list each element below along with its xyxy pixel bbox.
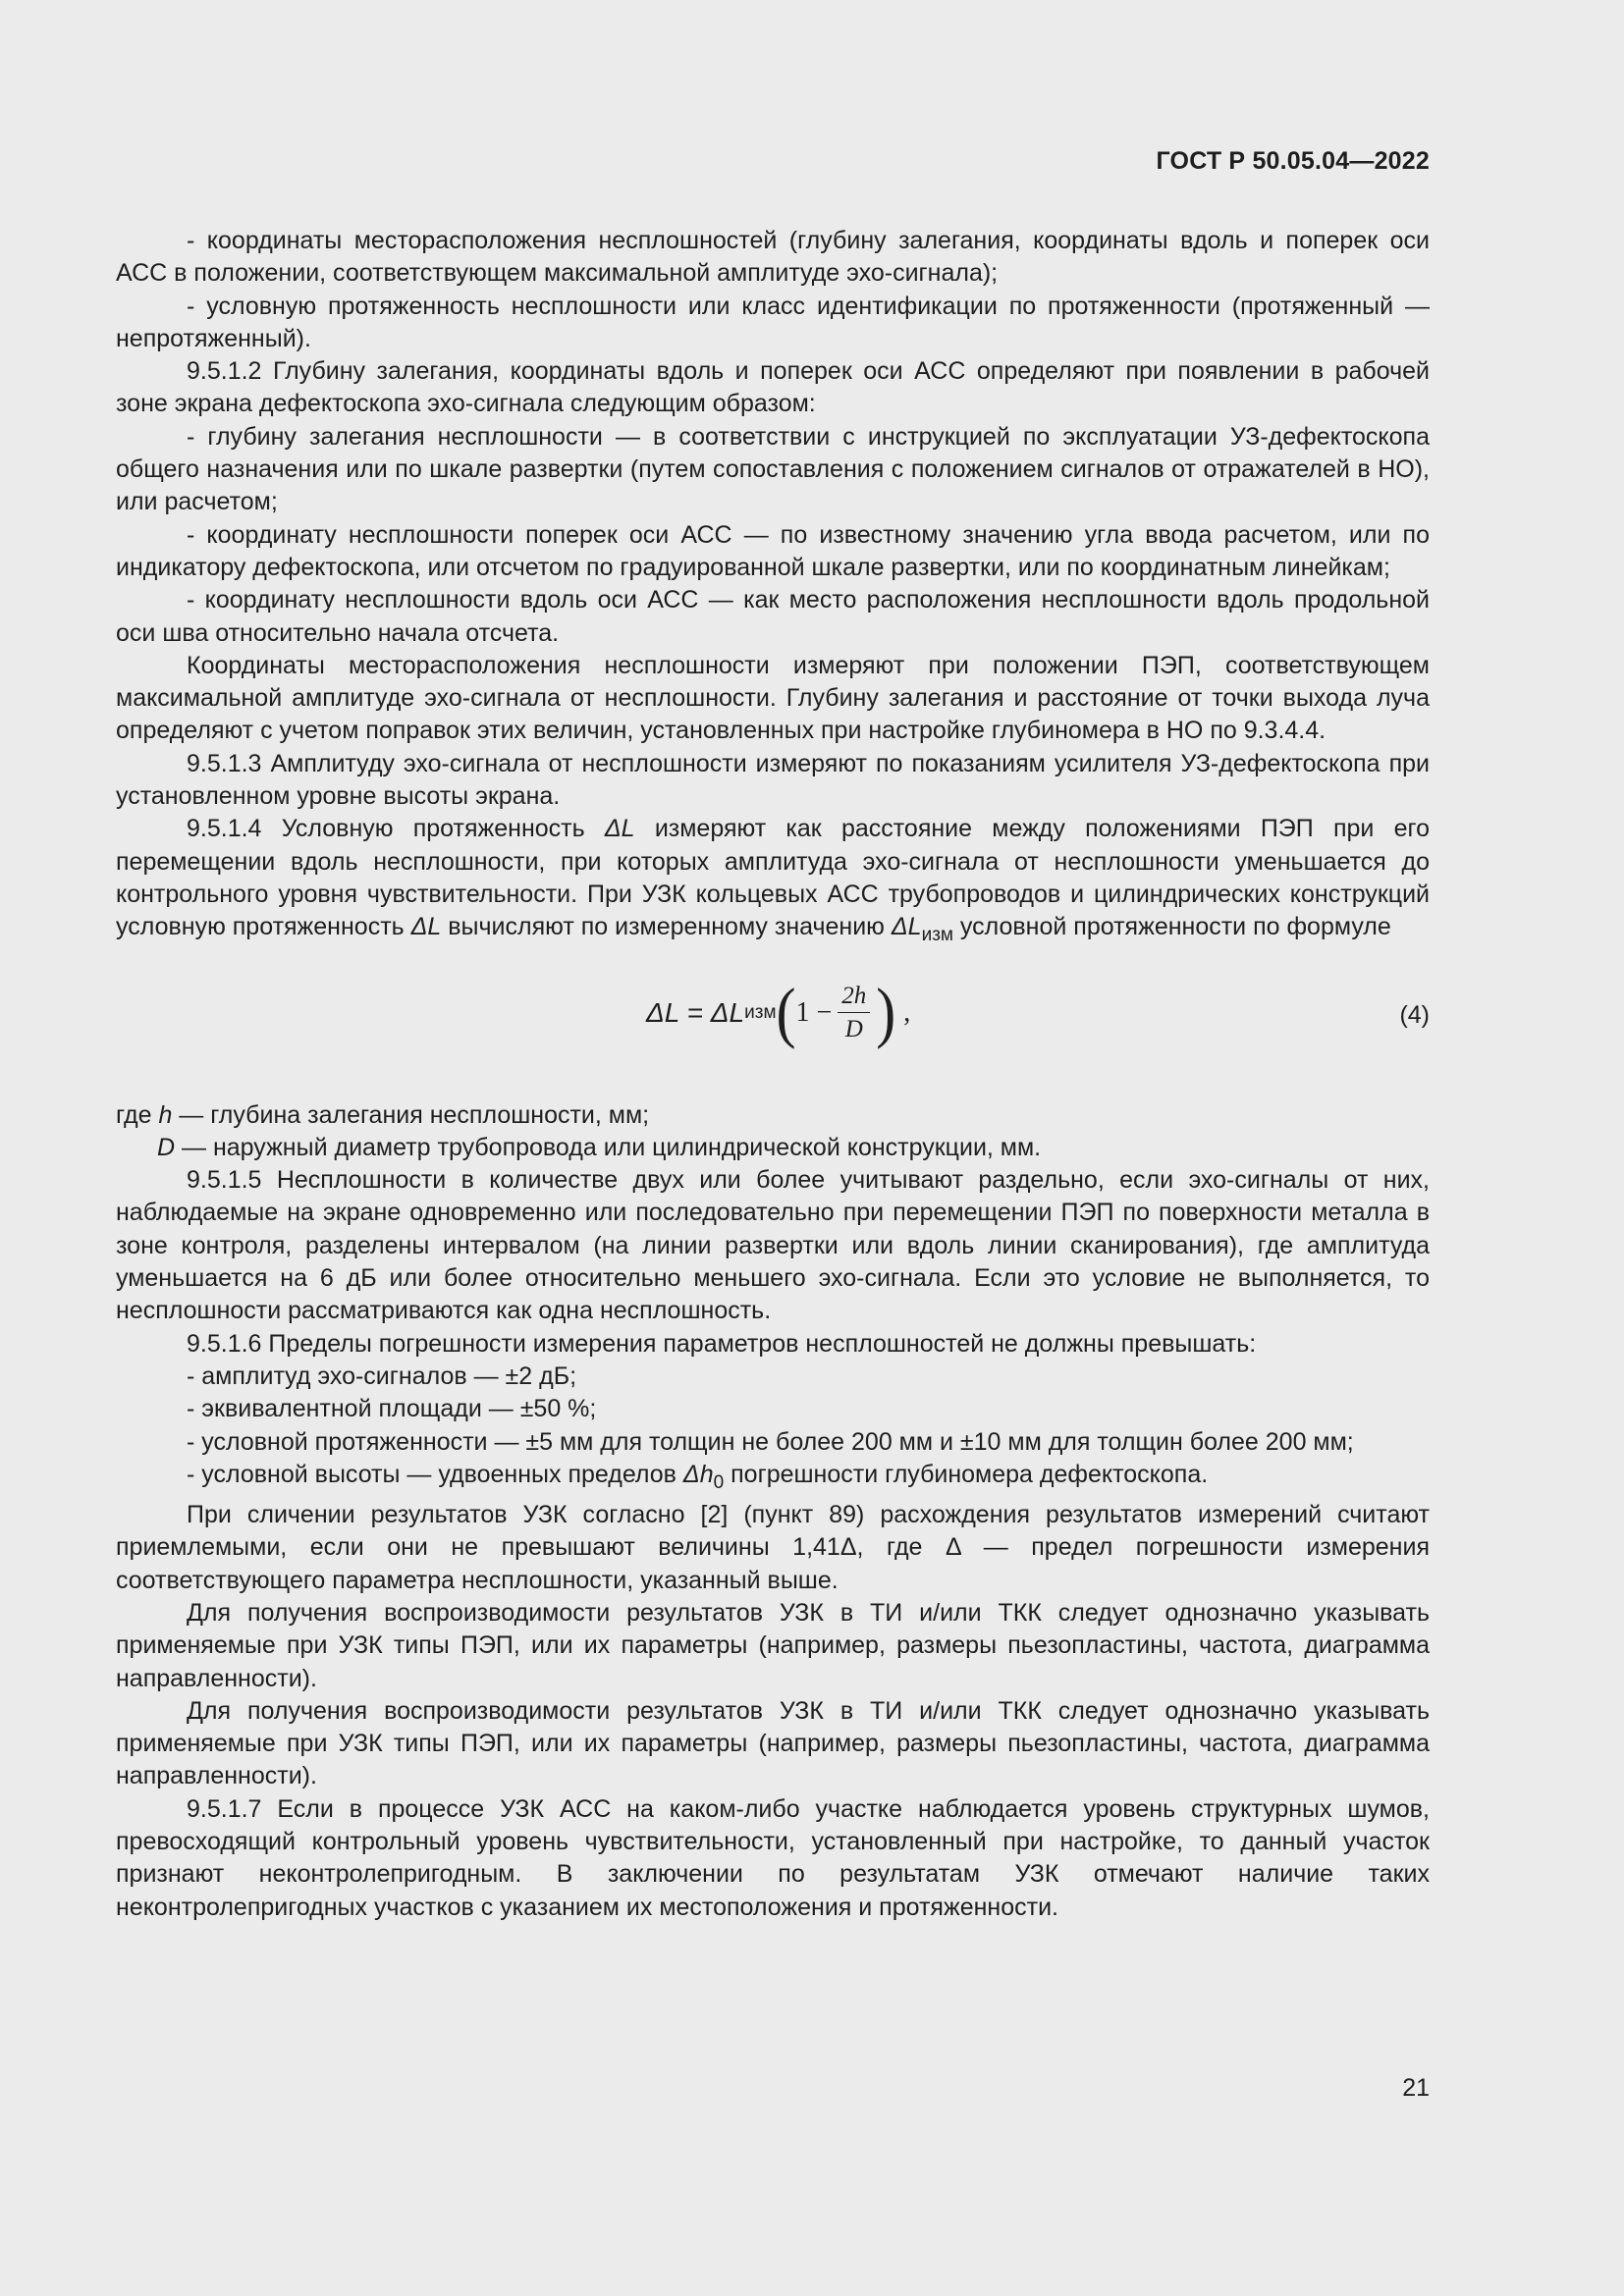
where-D: D — наружный диаметр трубопровода или цилиндрической конструкции, мм. [157,1133,1042,1161]
paragraph: 9.5.1.2 Глубину залегания, координаты вдоль и поперек оси АСС определяют при появлении в рабочей зоне экрана дефектоскопа эхо-сигнала следующим образом: [116,357,1430,418]
paragraph: 9.5.1.5 Несплошности в количестве двух или более учитывают раздельно, если эхо-сигналы от них, наблюдаемые на экране одновременно или последовательно при перемещении ПЭП по поверхности металла в зоне контроля, разделены интервалом (на линии развертки или вдоль линии сканирования), где амплитуда уменьшается на 6 дБ или более относительно меньшего эхо-сигнала. Если это условие не выполняется, то несплошности рассматриваются как одна несплошность. [116,1166,1430,1325]
paragraph: 9.5.1.3 Амплитуду эхо-сигнала от несплошности измеряют по показаниям усилителя УЗ-дефектоскопа при установленном уровне высоты экрана. [116,749,1430,811]
document-body [116,225,1430,1924]
paragraph: 9.5.1.6 Пределы погрешности измерения параметров несплошностей не должны превышать: [187,1329,1257,1358]
right-paren: ) [876,975,896,1050]
where-h: где h — глубина залегания несплошности, мм; [116,1100,650,1129]
paragraph: - координату несплошности вдоль оси АСС — как место расположения несплошности вдоль продольной оси шва относительно начала отсчета. [116,586,1430,647]
paragraph: - координату несплошности поперек оси АСС — по известному значению угла ввода расчетом, или по индикатору дефектоскопа, или отсчетом по градуированной шкале развертки, или по координатным линейкам; [116,520,1430,581]
document-header: ГОСТ Р 50.05.04—2022 [1156,147,1430,175]
paragraph: - координаты месторасположения несплошностей (глубину залегания, координаты вдоль и поперек оси АСС в положении, соответствующем максимальной амплитуде эхо-сигнала); [116,227,1430,288]
paragraph: Координаты месторасположения несплошности измеряют при положении ПЭП, соответствующем максимальной амплитуде эхо-сигнала от несплошности. Глубину залегания и расстояние от точки выхода луча определяют с учетом поправок этих величин, установленных при настройке глубиномера в НО по 9.3.4.4. [116,651,1430,745]
formula-4 [116,952,1430,1099]
paragraph: - амплитуд эхо-сигналов — ±2 дБ; [187,1362,577,1390]
fraction: $\frac{2h}{D}$ [838,980,870,1046]
paragraph: 9.5.1.7 Если в процессе УЗК АСС на каком-либо участке наблюдается уровень структурных шумов, превосходящий контрольный уровень чувствительности, установленный при настройке, то данный участок признают неконтролепригодным. В заключении по результатам УЗК отмечают наличие таких неконтролепригодных участков с указанием их местоположения и протяженности. [116,1794,1430,1921]
paragraph-9514: 9.5.1.4 Условную протяженность ΔL измеряют как расстояние между положениями ПЭП при его перемещении вдоль несплошности, при которых амплитуда эхо-сигнала от несплошности уменьшается до контрольного уровня чувствительности. При УЗК кольцевых АСС трубопроводов и цилиндрических конструкций условную протяженность ΔL вычисляют по измеренному значению $\Delta L_{изм}$ условной протяженности по формуле [116,815,1430,946]
paragraph: Для получения воспроизводимости результатов УЗК в ТИ и/или ТКК следует однозначно указывать применяемые при УЗК типы ПЭП, или их параметры (например, размеры пьезопластины, частота, диаграмма направленности). [116,1696,1430,1790]
paragraph: Для получения воспроизводимости результатов УЗК в ТИ и/или ТКК следует однозначно указывать применяемые при УЗК типы ПЭП, или их параметры (например, размеры пьезопластины, частота, диаграмма направленности). [116,1598,1430,1692]
formula-expression: ΔL = ΔL изм ( 1 − $\frac{2h}{D}$ ) , [646,975,911,1050]
paragraph: - условную протяженность несплошности или класс идентификации по протяженности (протяженный — непротяженный). [116,292,1430,352]
left-paren: ( [776,975,796,1050]
paragraph: - глубину залегания несплошности — в соответствии с инструкцией по эксплуатации УЗ-дефектоскопа общего назначения или по шкале развертки (путем сопоставления с положением сигналов от отражателей в НО), или расчетом; [116,422,1430,516]
paragraph: При сличении результатов УЗК согласно [2] (пункт 89) расхождения результатов измерений считают приемлемыми, если они не превышают величины 1,41Δ, где Δ — предел погрешности измерения соответствующего параметра несплошности, указанный выше. [116,1501,1430,1594]
paragraph-height: - условной высоты — удвоенных пределов $\Delta h_0$ погрешности глубиномера дефектоскопа. [187,1460,1209,1493]
formula-number: (4) [1399,1000,1430,1029]
page-number: 21 [1402,2074,1430,2102]
paragraph: - условной протяженности — ±5 мм для толщин не более 200 мм и ±10 мм для толщин более 200 мм; [187,1427,1354,1456]
paragraph: - эквивалентной площади — ±50 %; [187,1395,597,1423]
